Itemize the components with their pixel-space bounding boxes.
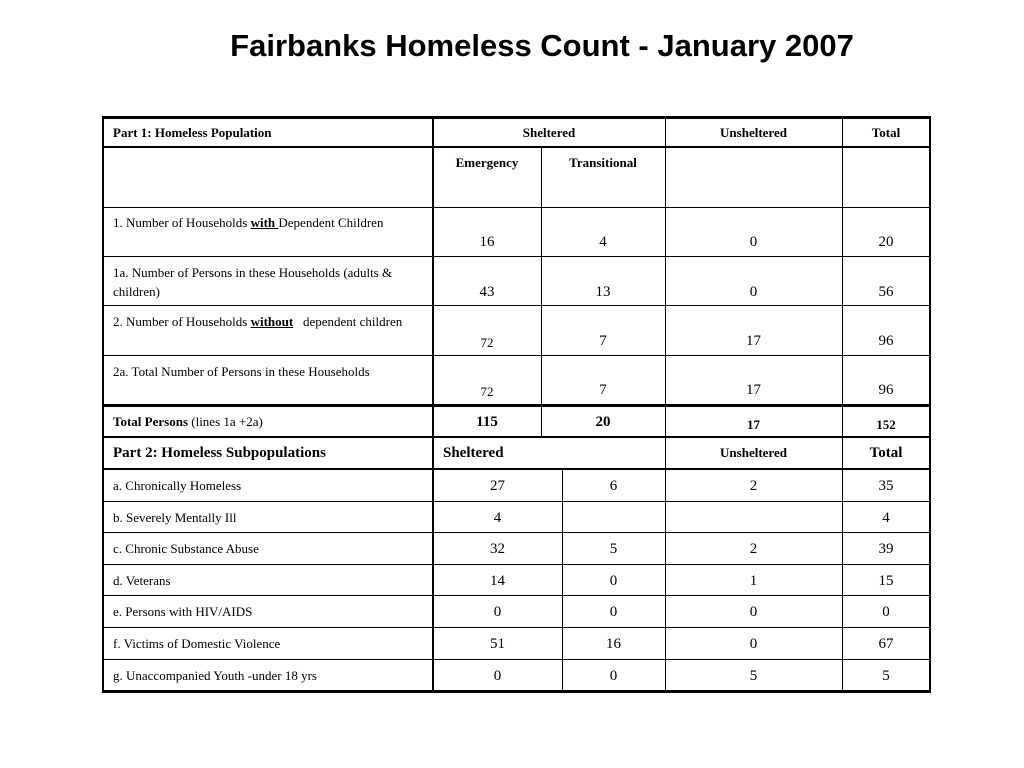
cell-emergency: 72 — [480, 384, 494, 399]
subpop-total: 4 — [882, 510, 890, 526]
cell-emergency: 16 — [479, 234, 495, 250]
total-transitional: 20 — [595, 414, 611, 430]
rule — [102, 116, 931, 119]
row-label-text: Dependent Children — [278, 215, 384, 230]
total-persons-label — [102, 412, 432, 431]
rule — [102, 436, 931, 438]
cell-unsheltered: 17 — [746, 382, 761, 398]
rule — [102, 305, 931, 306]
rule — [102, 690, 931, 693]
cell-unsheltered: 0 — [749, 284, 758, 300]
total-persons-bold: Total Persons — [113, 414, 188, 429]
subpop-sheltered-1: 0 — [493, 604, 502, 620]
subpop-label: a. Chronically Homeless — [113, 478, 242, 493]
row-label-text: 2a. Total Number of Persons in these Households — [113, 364, 370, 379]
part1-header-sheltered: Sheltered — [522, 125, 576, 140]
total-emergency: 115 — [476, 414, 498, 430]
subpop-sheltered-2: 5 — [609, 541, 618, 557]
rule — [102, 404, 931, 407]
rule — [102, 355, 931, 356]
subpop-sheltered-2: 0 — [609, 668, 618, 684]
cell-unsheltered: 0 — [749, 234, 758, 250]
rule — [102, 564, 931, 565]
subheader-emergency: Emergency — [455, 155, 519, 170]
subpop-label: c. Chronic Substance Abuse — [113, 541, 259, 556]
subpop-sheltered-2: 0 — [609, 573, 618, 589]
subpop-sheltered-1: 32 — [490, 541, 505, 557]
subpop-sheltered-1: 14 — [490, 573, 505, 589]
part1-header-total: Total — [871, 125, 901, 140]
rule — [102, 256, 931, 257]
subpop-sheltered-1: 4 — [493, 510, 502, 526]
rule — [102, 627, 931, 628]
subpop-total: 5 — [882, 668, 890, 684]
subpop-label: e. Persons with HIV/AIDS — [113, 604, 253, 619]
subpop-total: 67 — [878, 636, 894, 652]
subpop-label: d. Veterans — [113, 573, 171, 588]
rule — [102, 532, 931, 533]
subheader-transitional: Transitional — [569, 155, 637, 170]
part2-header-label: Part 2: Homeless Subpopulations — [113, 445, 326, 461]
subpop-total: 0 — [882, 604, 890, 620]
cell-transitional: 13 — [595, 284, 611, 300]
subpop-total: 35 — [878, 478, 894, 494]
total-unsheltered: 17 — [747, 417, 760, 432]
part1-row-label — [102, 312, 432, 331]
subpop-label: f. Victims of Domestic Violence — [113, 636, 281, 651]
subpop-total: 15 — [878, 573, 894, 589]
part1-row-label — [102, 213, 432, 232]
row-label-text: 1. Number of Households — [113, 215, 251, 230]
subpop-sheltered-1: 27 — [490, 478, 505, 494]
rule — [102, 146, 931, 148]
part2-header-total: Total — [869, 445, 903, 461]
subpop-unsheltered: 2 — [749, 541, 758, 557]
cell-emergency: 72 — [480, 335, 494, 350]
subpop-sheltered-1: 0 — [493, 668, 502, 684]
total-total: 152 — [876, 417, 896, 432]
cell-transitional: 7 — [599, 382, 607, 398]
rule — [102, 207, 931, 208]
part2-header-sheltered: Sheltered — [443, 445, 504, 461]
row-label-emphasis: without — [250, 314, 294, 329]
cell-total: 96 — [878, 333, 894, 349]
row-label-text: 1a. Number of Persons in these Households (adults & children) — [113, 265, 393, 299]
cell-transitional: 7 — [599, 333, 607, 349]
rule — [102, 468, 931, 470]
cell-total: 20 — [878, 234, 894, 250]
subpop-sheltered-2: 0 — [609, 604, 618, 620]
part1-header-label: Part 1: Homeless Population — [113, 125, 272, 140]
page-title: Fairbanks Homeless Count - January 2007 — [230, 28, 854, 63]
row-label-text: dependent children — [293, 314, 403, 329]
subpop-label: b. Severely Mentally Ill — [113, 510, 237, 525]
part2-header-unsheltered: Unsheltered — [720, 445, 787, 460]
part1-row-label — [102, 263, 432, 301]
cell-transitional: 4 — [599, 234, 607, 250]
subpop-sheltered-2: 16 — [606, 636, 621, 652]
subpop-unsheltered: 1 — [749, 573, 758, 589]
subpop-total: 39 — [878, 541, 894, 557]
cell-total: 56 — [878, 284, 894, 300]
subpop-unsheltered: 0 — [749, 636, 758, 652]
subpop-sheltered-2: 6 — [609, 478, 618, 494]
cell-unsheltered: 17 — [746, 333, 761, 349]
cell-total: 96 — [878, 382, 894, 398]
subpop-unsheltered: 0 — [749, 604, 758, 620]
row-label-emphasis: with — [250, 215, 279, 230]
total-persons-rest: (lines 1a +2a) — [188, 414, 263, 429]
part1-row-label — [102, 362, 432, 381]
rule — [102, 595, 931, 596]
rule — [102, 659, 931, 660]
subpop-label: g. Unaccompanied Youth -under 18 yrs — [113, 668, 317, 683]
subpop-unsheltered: 5 — [749, 668, 758, 684]
cell-emergency: 43 — [479, 284, 495, 300]
row-label-text: 2. Number of Households — [113, 314, 251, 329]
subpop-unsheltered: 2 — [749, 478, 758, 494]
part1-header-unsheltered: Unsheltered — [720, 125, 787, 140]
rule — [102, 501, 931, 502]
subpop-sheltered-1: 51 — [490, 636, 505, 652]
